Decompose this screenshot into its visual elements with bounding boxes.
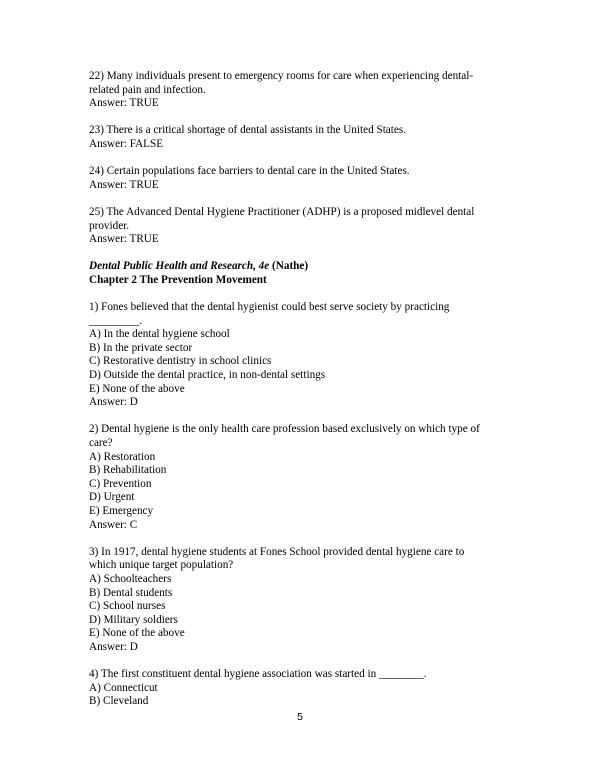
option-b: B) Rehabilitation (89, 464, 167, 477)
option-a: A) Schoolteachers (89, 572, 172, 585)
question-23 (89, 124, 519, 151)
book-title: Dental Public Health and Research, 4e (89, 260, 270, 273)
option-e: E) None of the above (89, 627, 185, 640)
answer-text: Answer: D (89, 640, 138, 653)
answer-text: Answer: D (89, 396, 138, 409)
question-text: _________. (89, 314, 143, 327)
question-text: 3) In 1917, dental hygiene students at Fones School provided dental hygiene care to (89, 545, 465, 558)
mc-question-2 (89, 423, 519, 532)
question-text: 22) Many individuals present to emergency rooms for care when experiencing dental- (89, 70, 474, 82)
question-text: 2) Dental hygiene is the only health care profession based exclusively on which type of (89, 423, 480, 436)
mc-question-4 (89, 668, 519, 709)
question-text: related pain and infection. (89, 83, 206, 96)
option-a: A) Connecticut (89, 681, 158, 694)
question-text: 24) Certain populations face barriers to dental care in the United States. (89, 165, 410, 178)
question-text: 25) The Advanced Dental Hygiene Practitioner (ADHP) is a proposed midlevel dental (89, 205, 475, 218)
question-22 (89, 70, 519, 111)
book-author: (Nathe) (269, 260, 309, 273)
question-text: provider. (89, 219, 130, 232)
question-text: 1) Fones believed that the dental hygienist could best serve society by practicing (89, 301, 450, 314)
mc-question-3 (89, 546, 519, 655)
answer-text: Answer: TRUE (89, 97, 159, 110)
option-c: C) School nurses (89, 600, 166, 613)
chapter-title: Chapter 2 The Prevention Movement (89, 273, 267, 286)
option-b: B) Cleveland (89, 695, 149, 708)
option-a: A) In the dental hygiene school (89, 328, 230, 341)
option-d: D) Outside the dental practice, in non-dental settings (89, 369, 326, 382)
option-e: E) Emergency (89, 505, 154, 517)
option-b: B) In the private sector (89, 341, 193, 354)
option-c: C) Restorative dentistry in school clinics (89, 355, 272, 368)
chapter-heading (89, 260, 519, 287)
option-e: E) None of the above (89, 382, 185, 395)
question-text: care? (89, 437, 113, 450)
document-page (89, 70, 519, 709)
option-b: B) Dental students (89, 586, 173, 599)
book-heading (89, 260, 519, 274)
answer-text: Answer: C (89, 518, 138, 531)
question-24 (89, 165, 519, 192)
question-25 (89, 206, 519, 247)
option-d: D) Military soldiers (89, 613, 178, 626)
question-text: which unique target population? (89, 559, 234, 572)
question-text: 23) There is a critical shortage of dental assistants in the United States. (89, 124, 406, 137)
mc-question-1 (89, 301, 519, 410)
option-d: D) Urgent (89, 491, 135, 504)
question-text: 4) The first constituent dental hygiene association was started in ________. (89, 668, 427, 681)
option-c: C) Prevention (89, 477, 152, 490)
answer-text: Answer: TRUE (89, 233, 159, 246)
page-number: 5 (297, 711, 303, 723)
answer-text: Answer: FALSE (89, 137, 164, 150)
option-a: A) Restoration (89, 450, 156, 463)
answer-text: Answer: TRUE (89, 178, 159, 191)
